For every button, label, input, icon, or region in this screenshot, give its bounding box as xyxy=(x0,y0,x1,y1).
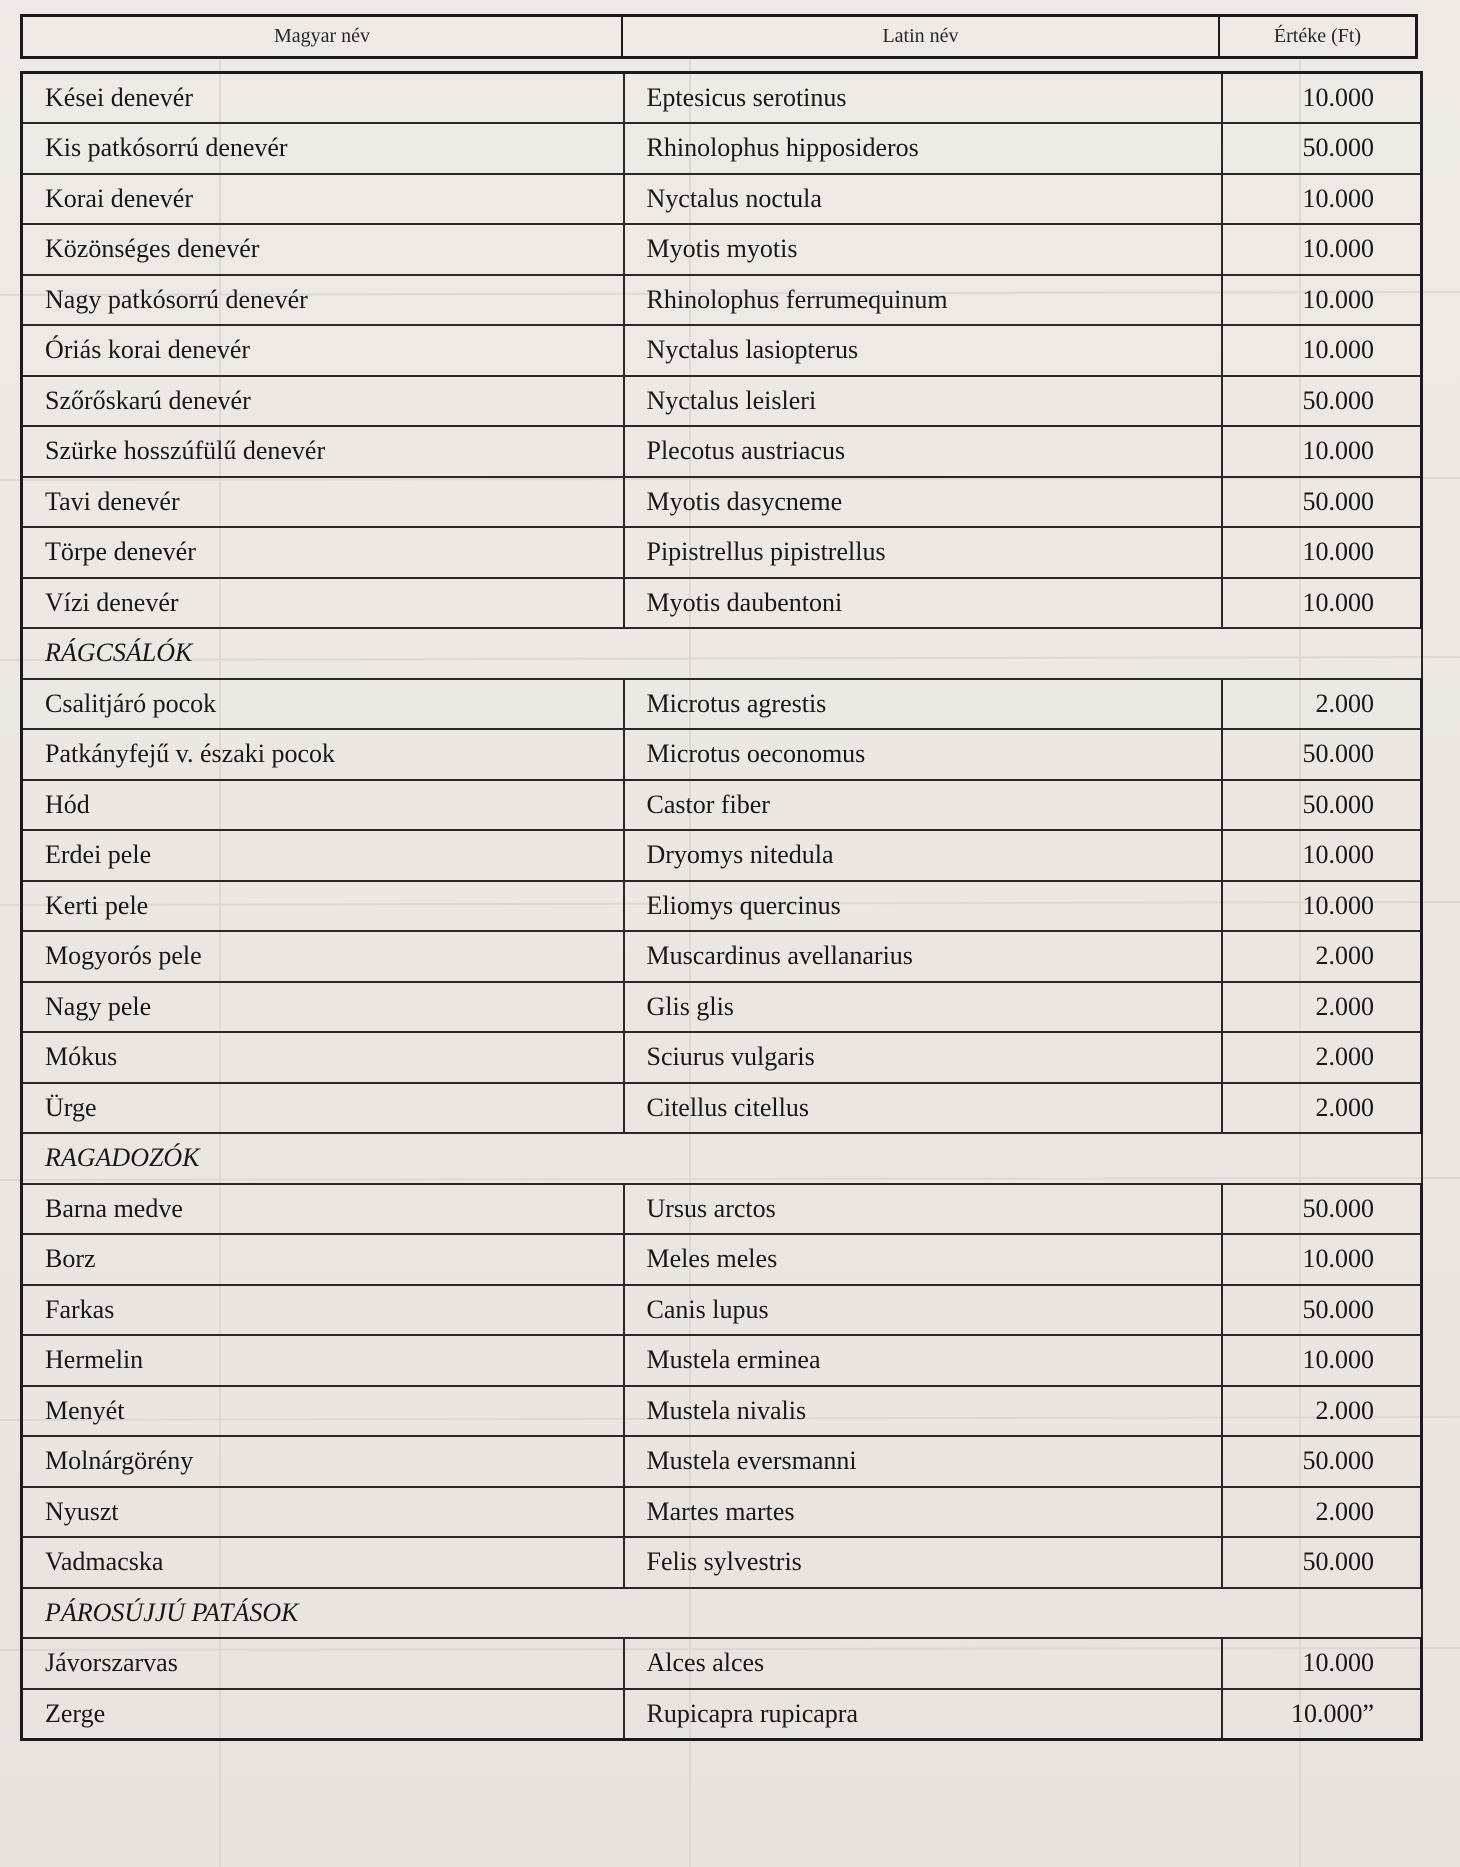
table-row xyxy=(22,477,1422,528)
hungarian-name-cell: Kései denevér xyxy=(22,73,624,124)
value-cell: 10.000 xyxy=(1222,830,1422,881)
table-row xyxy=(22,73,1422,124)
value-cell: 10.000 xyxy=(1222,881,1422,932)
hungarian-name-cell: Mókus xyxy=(22,1032,624,1083)
value-cell: 50.000 xyxy=(1222,376,1422,427)
latin-name-cell: Nyctalus noctula xyxy=(624,174,1222,225)
value-cell: 50.000 xyxy=(1222,123,1422,174)
value-cell: 10.000 xyxy=(1222,1335,1422,1386)
hungarian-name-cell: Óriás korai denevér xyxy=(22,325,624,376)
table-row xyxy=(22,1335,1422,1386)
value-cell: 10.000 xyxy=(1222,426,1422,477)
table-row xyxy=(22,376,1422,427)
value-cell: 2.000 xyxy=(1222,931,1422,982)
table-row xyxy=(22,1184,1422,1235)
latin-name-cell: Myotis dasycneme xyxy=(624,477,1222,528)
latin-name-cell: Eliomys quercinus xyxy=(624,881,1222,932)
hungarian-name-cell: Erdei pele xyxy=(22,830,624,881)
value-cell: 50.000 xyxy=(1222,477,1422,528)
value-cell: 50.000 xyxy=(1222,1436,1422,1487)
latin-name-cell: Muscardinus avellanarius xyxy=(624,931,1222,982)
hungarian-name-cell: Vadmacska xyxy=(22,1537,624,1588)
value-cell: 10.000 xyxy=(1222,174,1422,225)
hungarian-name-cell: Patkányfejű v. északi pocok xyxy=(22,729,624,780)
latin-name-cell: Dryomys nitedula xyxy=(624,830,1222,881)
table-row xyxy=(22,881,1422,932)
latin-name-cell: Felis sylvestris xyxy=(624,1537,1222,1588)
hungarian-name-cell: Menyét xyxy=(22,1386,624,1437)
table-row xyxy=(22,729,1422,780)
latin-name-cell: Pipistrellus pipistrellus xyxy=(624,527,1222,578)
table-row xyxy=(22,275,1422,326)
hungarian-name-cell: Korai denevér xyxy=(22,174,624,225)
hungarian-name-cell: Szürke hosszúfülű denevér xyxy=(22,426,624,477)
latin-name-cell: Rhinolophus hipposideros xyxy=(624,123,1222,174)
latin-name-cell: Microtus oeconomus xyxy=(624,729,1222,780)
value-cell: 10.000” xyxy=(1222,1689,1422,1740)
header-hungarian-name: Magyar név xyxy=(23,17,623,56)
table-row xyxy=(22,1487,1422,1538)
table-body xyxy=(22,73,1422,1740)
hungarian-name-cell: Tavi denevér xyxy=(22,477,624,528)
hungarian-name-cell: Molnárgörény xyxy=(22,1436,624,1487)
table-row xyxy=(22,982,1422,1033)
latin-name-cell: Canis lupus xyxy=(624,1285,1222,1336)
latin-name-cell: Martes martes xyxy=(624,1487,1222,1538)
value-cell: 2.000 xyxy=(1222,1083,1422,1134)
section-header-row xyxy=(22,1588,1422,1639)
value-cell: 2.000 xyxy=(1222,1487,1422,1538)
section-label: PÁROSÚJJÚ PATÁSOK xyxy=(22,1588,1422,1639)
table-row xyxy=(22,1083,1422,1134)
hungarian-name-cell: Nagy patkósorrú denevér xyxy=(22,275,624,326)
section-header-row xyxy=(22,628,1422,679)
hungarian-name-cell: Borz xyxy=(22,1234,624,1285)
section-label: RAGADOZÓK xyxy=(22,1133,1422,1184)
hungarian-name-cell: Ürge xyxy=(22,1083,624,1134)
latin-name-cell: Nyctalus leisleri xyxy=(624,376,1222,427)
hungarian-name-cell: Törpe denevér xyxy=(22,527,624,578)
hungarian-name-cell: Közönséges denevér xyxy=(22,224,624,275)
table-row xyxy=(22,679,1422,730)
latin-name-cell: Mustela erminea xyxy=(624,1335,1222,1386)
hungarian-name-cell: Nyuszt xyxy=(22,1487,624,1538)
value-cell: 10.000 xyxy=(1222,1638,1422,1689)
hungarian-name-cell: Barna medve xyxy=(22,1184,624,1235)
table-row xyxy=(22,174,1422,225)
value-cell: 10.000 xyxy=(1222,275,1422,326)
latin-name-cell: Alces alces xyxy=(624,1638,1222,1689)
value-cell: 10.000 xyxy=(1222,224,1422,275)
table-row xyxy=(22,1234,1422,1285)
latin-name-cell: Rhinolophus ferrumequinum xyxy=(624,275,1222,326)
hungarian-name-cell: Hód xyxy=(22,780,624,831)
value-cell: 10.000 xyxy=(1222,73,1422,124)
table-row xyxy=(22,325,1422,376)
table-row xyxy=(22,931,1422,982)
latin-name-cell: Citellus citellus xyxy=(624,1083,1222,1134)
table-row xyxy=(22,780,1422,831)
value-cell: 10.000 xyxy=(1222,325,1422,376)
value-cell: 10.000 xyxy=(1222,1234,1422,1285)
hungarian-name-cell: Csalitjáró pocok xyxy=(22,679,624,730)
latin-name-cell: Plecotus austriacus xyxy=(624,426,1222,477)
latin-name-cell: Ursus arctos xyxy=(624,1184,1222,1235)
hungarian-name-cell: Kis patkósorrú denevér xyxy=(22,123,624,174)
header-latin-name: Latin név xyxy=(623,17,1220,56)
table-row xyxy=(22,1537,1422,1588)
header-value: Értéke (Ft) xyxy=(1273,25,1362,47)
latin-name-cell: Meles meles xyxy=(624,1234,1222,1285)
latin-name-cell: Rupicapra rupicapra xyxy=(624,1689,1222,1740)
value-cell: 2.000 xyxy=(1222,1032,1422,1083)
hungarian-name-cell: Kerti pele xyxy=(22,881,624,932)
hungarian-name-cell: Jávorszarvas xyxy=(22,1638,624,1689)
hungarian-name-cell: Szőrőskarú denevér xyxy=(22,376,624,427)
hungarian-name-cell: Hermelin xyxy=(22,1335,624,1386)
value-cell: 50.000 xyxy=(1222,1537,1422,1588)
table-row xyxy=(22,1638,1422,1689)
value-cell: 10.000 xyxy=(1222,578,1422,629)
value-cell: 10.000 xyxy=(1222,527,1422,578)
hungarian-name-cell: Vízi denevér xyxy=(22,578,624,629)
value-cell: 2.000 xyxy=(1222,1386,1422,1437)
latin-name-cell: Glis glis xyxy=(624,982,1222,1033)
table-row xyxy=(22,224,1422,275)
latin-name-cell: Sciurus vulgaris xyxy=(624,1032,1222,1083)
table-row xyxy=(22,1436,1422,1487)
value-cell: 50.000 xyxy=(1222,1184,1422,1235)
value-cell: 2.000 xyxy=(1222,679,1422,730)
hungarian-name-cell: Mogyorós pele xyxy=(22,931,624,982)
latin-name-cell: Myotis myotis xyxy=(624,224,1222,275)
value-cell: 50.000 xyxy=(1222,780,1422,831)
table-row xyxy=(22,1032,1422,1083)
table-row xyxy=(22,1689,1422,1740)
section-label: RÁGCSÁLÓK xyxy=(22,628,1422,679)
value-cell: 50.000 xyxy=(1222,1285,1422,1336)
hungarian-name-cell: Farkas xyxy=(22,1285,624,1336)
table-header xyxy=(20,14,1418,59)
hungarian-name-cell: Nagy pele xyxy=(22,982,624,1033)
latin-name-cell: Castor fiber xyxy=(624,780,1222,831)
table-row xyxy=(22,527,1422,578)
table-row xyxy=(22,123,1422,174)
latin-name-cell: Myotis daubentoni xyxy=(624,578,1222,629)
section-header-row xyxy=(22,1133,1422,1184)
latin-name-cell: Microtus agrestis xyxy=(624,679,1222,730)
table-row xyxy=(22,1386,1422,1437)
table-row xyxy=(22,578,1422,629)
latin-name-cell: Mustela nivalis xyxy=(624,1386,1222,1437)
table-row xyxy=(22,1285,1422,1336)
hungarian-name-cell: Zerge xyxy=(22,1689,624,1740)
species-value-table xyxy=(20,71,1423,1741)
table-row xyxy=(22,830,1422,881)
table-row xyxy=(22,426,1422,477)
latin-name-cell: Nyctalus lasiopterus xyxy=(624,325,1222,376)
value-cell: 50.000 xyxy=(1222,729,1422,780)
latin-name-cell: Mustela eversmanni xyxy=(624,1436,1222,1487)
value-cell: 2.000 xyxy=(1222,982,1422,1033)
latin-name-cell: Eptesicus serotinus xyxy=(624,73,1222,124)
